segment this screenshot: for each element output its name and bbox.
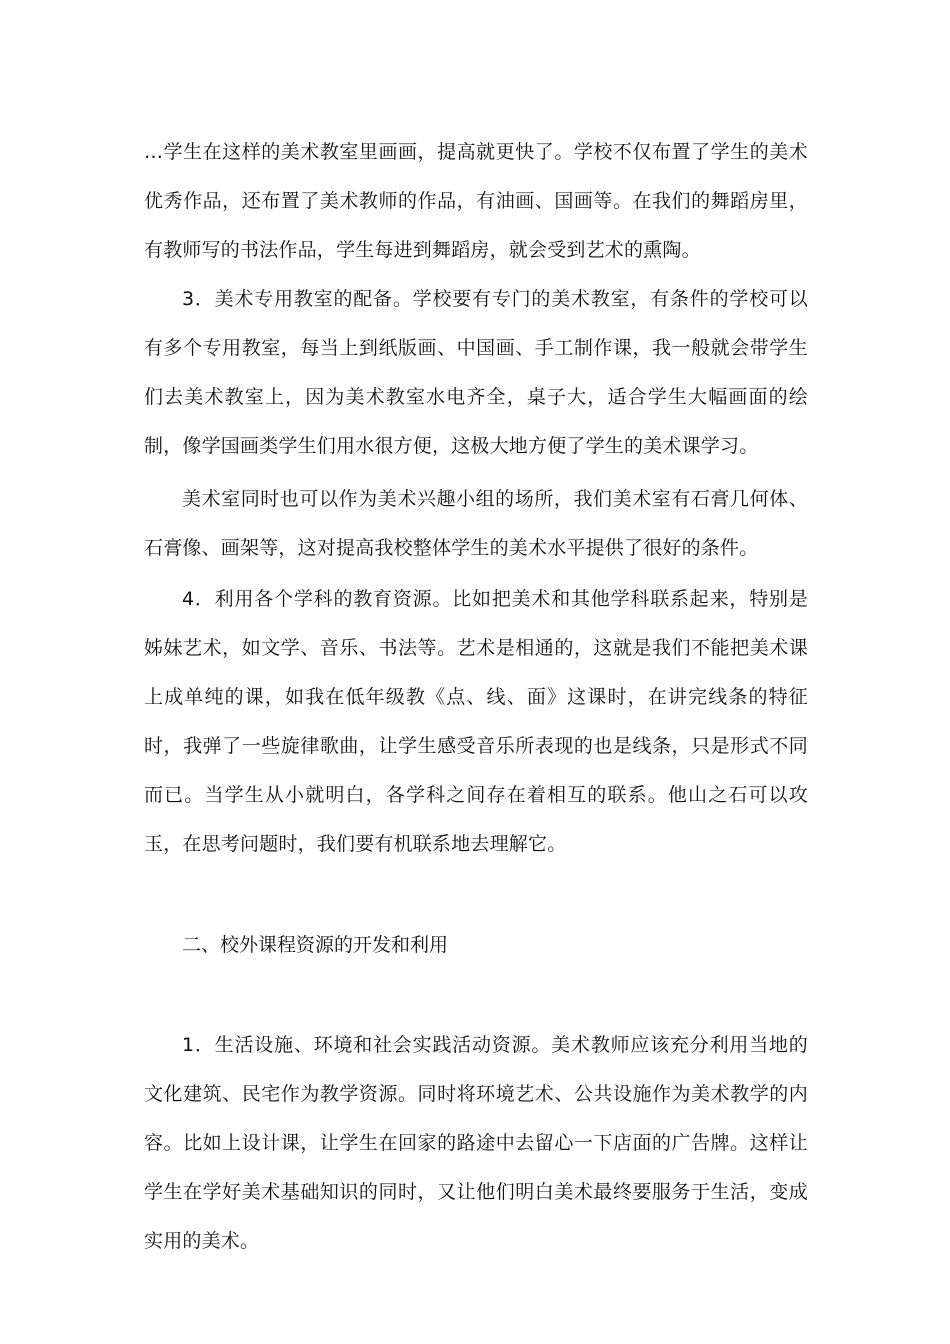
paragraph-item-1: 1．生活设施、环境和社会实践活动资源。美术教师应该充分利用当地的文化建筑、民宅作为教学资源。同时将环境艺术、公共设施作为美术教学的内容。比如上设计课，让学生在回家的路途中去留心一下店面的广告牌。这样让学生在学好美术基础知识的同时，又让他们明白美术最终要服务于生活，变成实用的美术。	[144, 1034, 808, 1252]
paragraph-art-room: 美术室同时也可以作为美术兴趣小组的场所，我们美术室有石膏几何体、石膏像、画架等，这对提高我校整体学生的美术水平提供了很好的条件。	[144, 488, 808, 559]
paragraph-item-4: 4．利用各个学科的教育资源。比如把美术和其他学科联系起来，特别是姊妹艺术，如文学、音乐、书法等。艺术是相通的，这就是我们不能把美术课上成单纯的课，如我在低年级教《点、线、面》这课时，在讲完线条的特征时，我弹了一些旋律歌曲，让学生感受音乐所表现的也是线条，只是形式不同而已。当学生从小就明白，各学科之间存在着相互的联系。他山之石可以攻玉，在思考问题时，我们要有机联系地去理解它。	[144, 588, 808, 855]
paragraph-continued: …学生在这样的美术教室里画画，提高就更快了。学校不仅布置了学生的美术优秀作品，还布置了美术教师的作品，有油画、国画等。在我们的舞蹈房里，有教师写的书法作品，学生每进到舞蹈房，就会受到艺术的熏陶。	[144, 141, 808, 261]
section-heading: 二、校外课程资源的开发和利用	[182, 934, 449, 956]
paragraph-item-3: 3．美术专用教室的配备。学校要有专门的美术教室，有条件的学校可以有多个专用教室，每当上到纸版画、中国画、手工制作课，我一般就会带学生们去美术教室上，因为美术教室水电齐全，桌子大，适合学生大幅画面的绘制，像学国画类学生们用水很方便，这极大地方便了学生的美术课学习。	[144, 288, 808, 457]
